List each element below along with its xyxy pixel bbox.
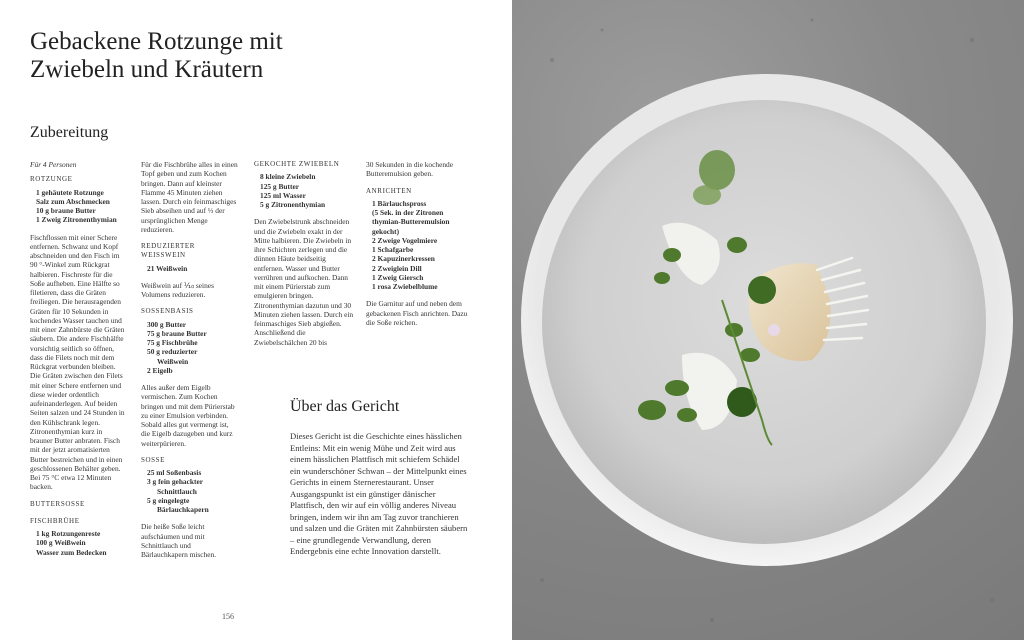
ingredient: 75 g braune Butter <box>147 328 207 338</box>
recipe-column-3 <box>254 160 354 355</box>
ingredients-rotzunge <box>30 188 126 225</box>
section-heading-zubereitung: Zubereitung <box>30 124 109 141</box>
ingredients-fischbruehe <box>30 529 126 557</box>
recipe-column-1 <box>30 160 126 565</box>
recipe-title <box>30 28 283 84</box>
ingredient: 8 kleine Zwiebeln <box>260 172 316 182</box>
ingredient: Schnittlauch <box>157 486 197 496</box>
page-number: 156 <box>222 612 234 621</box>
ingredients-weisswein <box>141 264 239 273</box>
recipe-column-2 <box>141 160 239 567</box>
ingredient: 1 Zweig Zitronenthymian <box>36 215 117 225</box>
instructions-rotzunge: Fischflossen mit einer Schere entfernen. Schwanz und Kopf abschneiden und den Fisch im 90 °-Winkel zum Rückgrat halbieren. Fischreste für die Soße aufheben. Eine Hälfte so filetieren, dass die Gräten freiliegen. Die herausragenden Gräten für 10 Sekunden in kochendes Wasser tauchen und mit einer Zahnbürste die Gräten säubern. Die andere Fischhälfte vorsichtig seitlich so öffnen, dass die Filets noch mit dem Rückgrat verbunden bleiben. Die Gräten zwischen den Filets mit einer Schere entfernen und diese wieder ordentlich aufeinanderlegen. Auf beiden Seiten salzen und 24 Stunden in den Kühlschrank legen. Zitronenthymian kurz in brauner Butter anbraten. Fisch mit der jetzt aromatisierten Butter bestreichen und in einen geschlossenen Behälter geben. Bei 75 °C etwa 12 Minuten backen. <box>30 232 125 492</box>
heading-rotzunge: ROTZUNGE <box>30 175 73 184</box>
ingredient: 2 Zweige Vogelmiere <box>372 235 438 245</box>
heading-sossenbasis: SOSSENBASIS <box>141 307 194 316</box>
ingredients-sosse <box>141 468 239 514</box>
heading-zwiebeln: GEKOCHTE ZWIEBELN <box>254 160 340 168</box>
ingredient: Wasser zum Bedecken <box>36 547 107 557</box>
instructions-sosse: Die heiße Soße leicht aufschäumen und mit Schnittlauch und Bärlauchkapern mischen. <box>141 522 217 559</box>
ingredient: 1 rosa Zwiebelblume <box>372 282 438 291</box>
onion-flower <box>768 324 780 336</box>
ingredient: 1 gehäutete Rotzunge <box>36 187 104 197</box>
ingredient: 5 g Zitronenthymian <box>260 200 326 209</box>
ingredient: thymian-Butteremulsion <box>372 217 450 227</box>
section-heading-story: Über das Gericht <box>290 398 400 415</box>
ingredient: 75 g Fischbrühe <box>147 338 198 347</box>
instructions-sossenbasis: Alles außer dem Eigelb vermischen. Zum Kochen bringen und mit dem Pürierstab zu einer Emulsion verbinden. Sobald alles gut vermengt ist, die Eigelb dazugeben und kurz weiterpürieren. <box>141 383 235 448</box>
ingredient: 10 g braune Butter <box>36 206 96 215</box>
heading-sosse: SOSSE <box>141 455 166 464</box>
recipe-column-4 <box>366 160 470 335</box>
servings: Für 4 Personen <box>30 160 77 169</box>
heading-anrichten: ANRICHTEN <box>366 186 412 195</box>
ingredient: 125 ml Wasser <box>260 190 306 200</box>
ingredient: 125 g Butter <box>260 181 299 191</box>
recipe-title-line-2: Zwiebeln und Kräutern <box>30 56 264 83</box>
ingredient: Salz zum Abschmecken <box>36 196 110 206</box>
ingredient: 100 g Weißwein <box>36 538 86 548</box>
heading-fischbruehe: FISCHBRÜHE <box>30 516 80 525</box>
ingredient: 3 g fein gehackter <box>147 477 204 487</box>
ingredient: 25 ml Soßenbasis <box>147 468 202 477</box>
heading-weisswein: REDUZIERTER WEISSWEIN <box>141 242 196 260</box>
instructions-fischbruehe: Für die Fischbrühe alles in einen Topf geben und zum Kochen bringen. Dann auf kleinster Flamme 45 Minuten ziehen lassen. Durch ein feinmaschiges Sieb abseihen und auf ⅓ der ursprünglichen Menge reduzieren. <box>141 160 238 234</box>
ingredient: Weißwein <box>157 356 189 366</box>
ingredient: (5 Sek. in der Zitronen <box>372 208 444 217</box>
ingredient: Bärlauchkapern <box>157 505 209 514</box>
ingredient: 5 g eingelegte <box>147 495 190 505</box>
instructions-zwiebeln-continued: 30 Sekunden in die kochende Butteremulsion geben. <box>366 160 454 179</box>
instructions-anrichten: Die Garnitur auf und neben dem gebackenen Fisch anrichten. Dazu die Soße reichen. <box>366 299 468 327</box>
heading-buttersosse: BUTTERSOSSE <box>30 499 85 508</box>
ingredients-anrichten <box>366 199 470 292</box>
recipe-title-line-1: Gebackene Rotzunge mit <box>30 28 283 55</box>
ingredient: 21 Weißwein <box>147 263 188 273</box>
dish-photo-illustration <box>512 0 1024 640</box>
ingredient: 300 g Butter <box>147 319 186 329</box>
ingredient: gekocht) <box>372 226 400 236</box>
ingredient: 2 Kapuzinerkressen <box>372 254 435 264</box>
ingredients-sossenbasis <box>141 320 239 376</box>
instructions-weisswein: Weißwein auf ⅒ seines Volumens reduzieren. <box>141 280 214 299</box>
ingredient: 1 Zweig Giersch <box>372 272 424 282</box>
ingredient: 2 Zweiglein Dill <box>372 263 422 273</box>
dish-photo <box>512 0 1024 640</box>
instructions-zwiebeln: Den Zwiebelstrunk abschneiden und die Zwiebeln exakt in der Mitte halbieren. Die Zwiebeln in ihre Schichten zerlegen und die dünnen Häute beidseitig entfernen. Wasser und Butter verrühren und aufkochen. Dann mit einem Pürierstab zum emulgieren bringen. Zitronenthymian dazutun und 30 Minuten ziehen lassen. Durch ein feinmaschiges Sieb abgießen. Anschließend die Zwiebelschälchen 20 bis <box>254 217 354 347</box>
story-text: Dieses Gericht ist die Geschichte eines hässlichen Entleins: Mit ein wenig Mühe und Zeit wird aus einem hässlichen Plattfisch mit schiefem Schädel ein wunderschöner Schwan – der Mittelpunkt eines Gerichts in einem Sternerestaurant. Unser Ausgangspunkt ist ein günstiger dänischer Plattfisch, den wir auf ein völlig anderes Niveau bringen, indem wir ihn am Tag zuvor tranchieren und salzen und die Gräten mit Zahnbürsten säubern – eine grundlegende Verwandlung, deren Endergebnis eine echte Innovation darstellt. <box>290 431 468 556</box>
ingredient: 1 Bärlauchspross <box>372 198 427 208</box>
ingredient: 1 kg Rotzungenreste <box>36 529 101 538</box>
ingredient: 2 Eigelb <box>147 365 173 375</box>
ingredient: 50 g reduzierter <box>147 347 198 357</box>
ingredient: 1 Schafgarbe <box>372 245 414 254</box>
ingredients-zwiebeln <box>254 172 354 209</box>
